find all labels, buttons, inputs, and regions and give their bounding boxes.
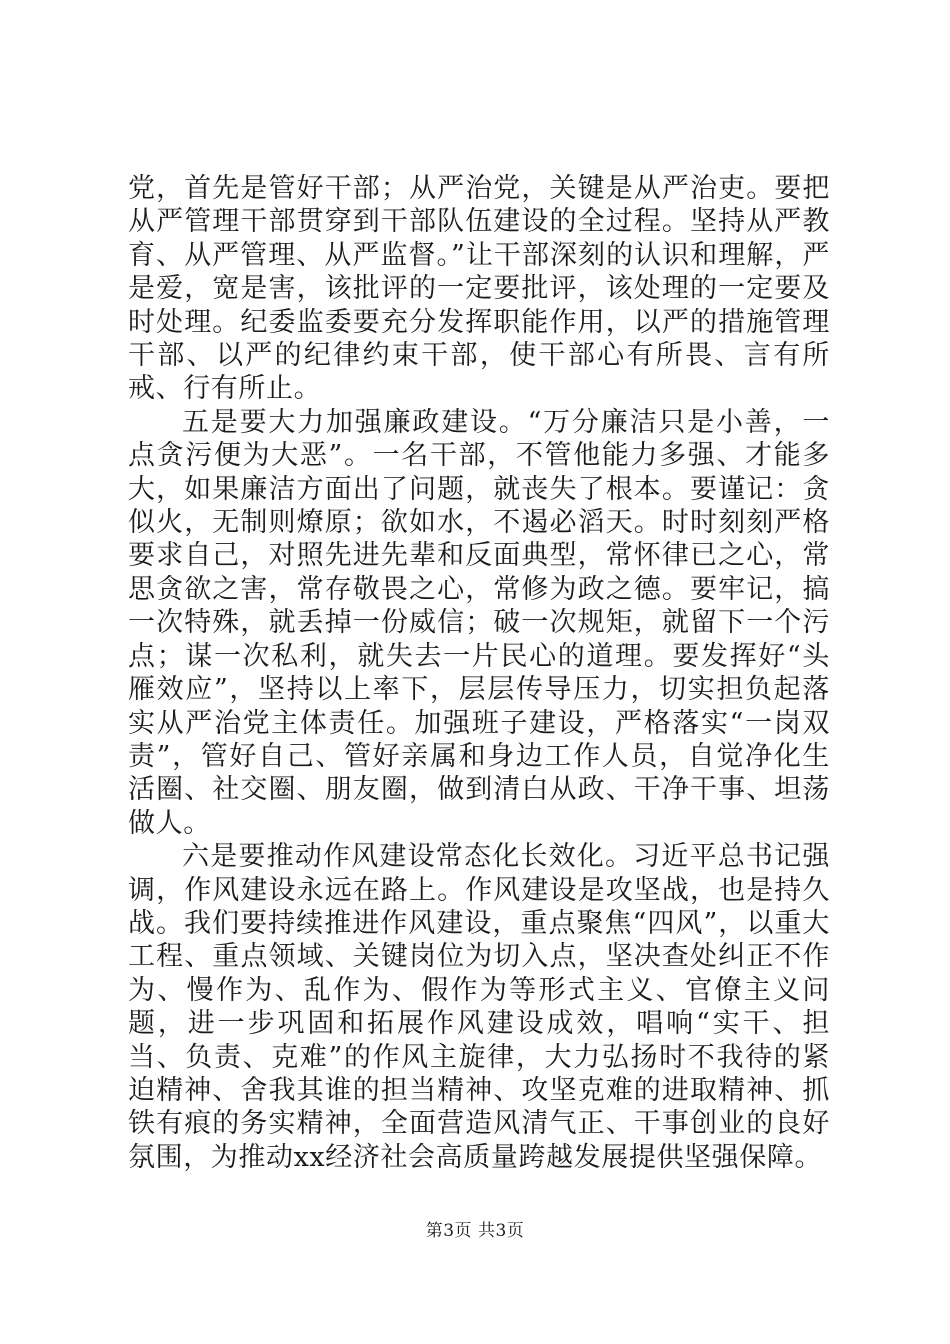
paragraph-continued: 党，首先是管好干部；从严治党，关键是从严治吏。要把从严管理干部贯穿到干部队伍建设的全过程。坚持从严教育、从严管理、从严监督。”让干部深刻的认识和理解，严是爱，宽是害，该批评的一定要批评，该处理的一定要及时处理。纪委监委要充分发挥职能作用，以严的措施管理干部、以严的纪律约束干部，使干部心有所畏、言有所戒、行有所止。 (128, 173, 830, 405)
page-footer: 第3页 共3页 (425, 1221, 525, 1241)
paragraph-point-five: 五是要大力加强廉政建设。“万分廉洁只是小善，一点贪污便为大恶”。一名干部，不管他能力多强、才能多大，如果廉洁方面出了问题，就丧失了根本。要谨记：贪似火，无制则燎原；欲如水，不遏必滔天。时时刻刻严格要求自己，对照先进先辈和反面典型，常怀律已之心，常思贪欲之害，常存敬畏之心，常修为政之德。要牢记，搞一次特殊，就丢掉一份威信；破一次规矩，就留下一个污点；谋一次私利，就失去一片民心的道理。要发挥好“头雁效应”，坚持以上率下，层层传导压力，切实担负起落实从严治党主体责任。加强班子建设，严格落实“一岗双责”，管好自己、管好亲属和身边工作人员，自觉净化生活圈、社交圈、朋友圈，做到清白从政、干净干事、坦荡做人。 (128, 406, 830, 839)
paragraph-point-six: 六是要推动作风建设常态化长效化。习近平总书记强调，作风建设永远在路上。作风建设是攻坚战，也是持久战。我们要持续推进作风建设，重点聚焦“四风”，以重大工程、重点领域、关键岗位为切入点，坚决查处纠正不作为、慢作为、乱作为、假作为等形式主义、官僚主义问题，进一步巩固和拓展作风建设成效，唱响“实干、担当、负责、克难”的作风主旋律，大力弘扬时不我待的紧迫精神、舍我其谁的担当精神、攻坚克难的进取精神、抓铁有痕的务实精神，全面营造风清气正、干事创业的良好氛围，为推动xx经济社会高质量跨越发展提供坚强保障。 (128, 841, 830, 1173)
document-body (128, 172, 830, 1174)
